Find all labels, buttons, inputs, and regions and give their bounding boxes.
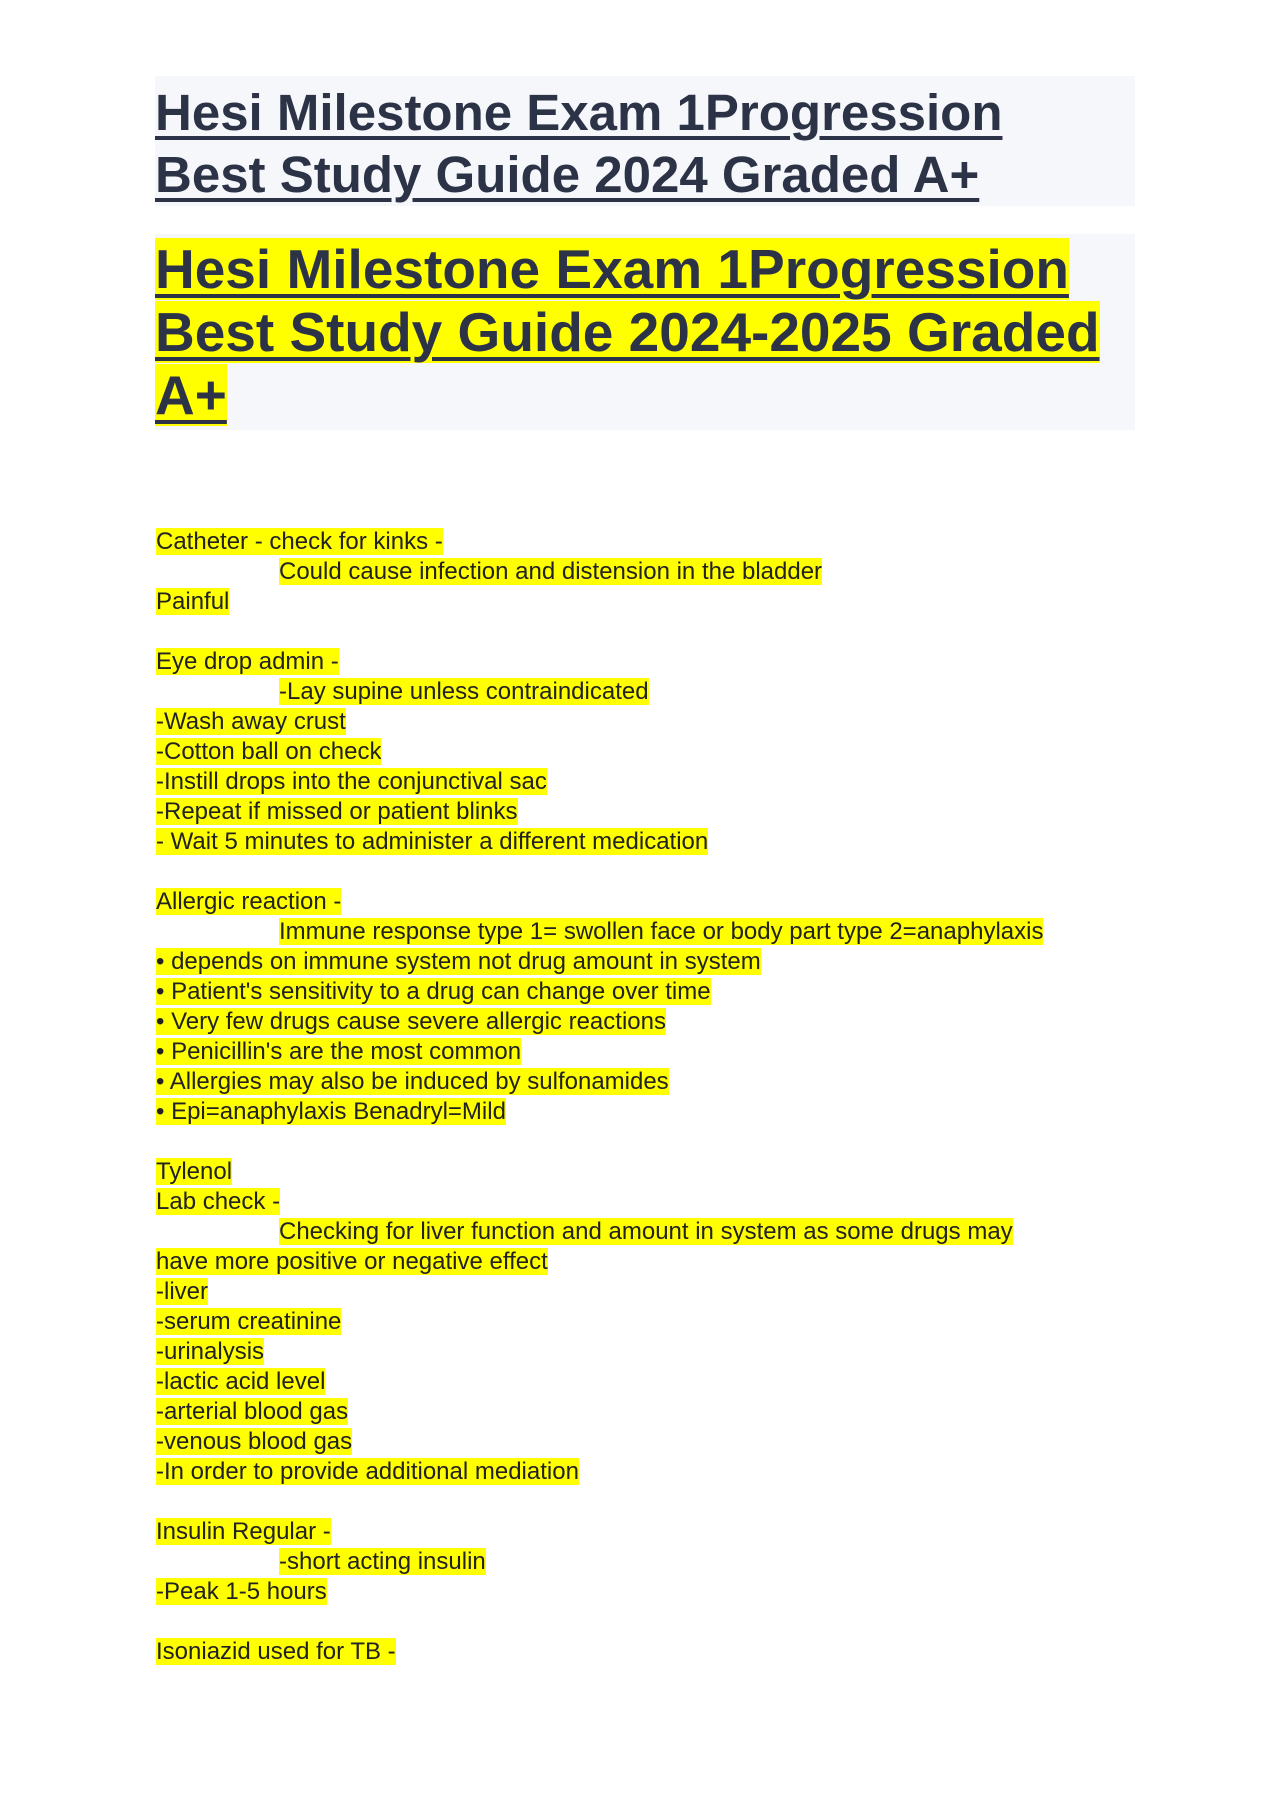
body-line <box>156 707 1156 737</box>
body-line <box>156 1397 1156 1427</box>
body-line-text: -Wash away crust <box>156 708 346 735</box>
body-line-text: - Wait 5 minutes to administer a different medication <box>156 828 709 855</box>
body-line-text: • Epi=anaphylaxis Benadryl=Mild <box>156 1098 506 1125</box>
body-line-text: Allergic reaction - <box>156 888 342 915</box>
document-body <box>156 527 1156 1667</box>
body-line <box>156 1517 1156 1547</box>
body-line <box>156 527 1156 557</box>
document-subtitle-line: Best Study Guide 2024-2025 Graded <box>155 301 1100 363</box>
body-line-text: -urinalysis <box>156 1338 265 1365</box>
body-line <box>156 1247 1156 1277</box>
body-line-text: -venous blood gas <box>156 1428 353 1455</box>
document-subtitle <box>155 238 1135 427</box>
body-line-text: -lactic acid level <box>156 1368 326 1395</box>
body-line <box>156 947 1156 977</box>
body-line-text: -serum creatinine <box>156 1308 342 1335</box>
body-line-text: Lab check - <box>156 1188 281 1215</box>
body-line-text: -In order to provide additional mediation <box>156 1458 579 1485</box>
body-line <box>156 1307 1156 1337</box>
body-line-text: Could cause infection and distension in the bladder <box>279 558 823 585</box>
body-line-text: Isoniazid used for TB - <box>156 1638 396 1665</box>
body-line <box>156 737 1156 767</box>
body-line <box>156 1277 1156 1307</box>
body-line <box>156 1637 1156 1667</box>
body-line <box>156 1007 1156 1037</box>
body-line-text: -short acting insulin <box>279 1548 486 1575</box>
document-title-line: Hesi Milestone Exam 1Progression <box>155 84 1003 141</box>
body-line-text: -Instill drops into the conjunctival sac <box>156 768 547 795</box>
blank-line <box>156 1607 1156 1637</box>
body-line <box>156 767 1156 797</box>
body-line <box>156 677 1156 707</box>
body-line <box>156 557 1156 587</box>
body-line-text: -Cotton ball on check <box>156 738 382 765</box>
body-line <box>156 1067 1156 1097</box>
body-line-text: • Penicillin's are the most common <box>156 1038 522 1065</box>
document-subtitle-block <box>155 234 1135 430</box>
blank-line <box>156 1127 1156 1157</box>
body-line <box>156 917 1156 947</box>
document-subtitle-line: Hesi Milestone Exam 1Progression <box>155 238 1069 300</box>
body-line <box>156 797 1156 827</box>
body-line <box>156 1097 1156 1127</box>
body-line <box>156 647 1156 677</box>
document-title <box>155 82 1135 206</box>
body-line-text: • Allergies may also be induced by sulfonamides <box>156 1068 669 1095</box>
body-line-text: Insulin Regular - <box>156 1518 331 1545</box>
body-line-text: have more positive or negative effect <box>156 1248 548 1275</box>
blank-line <box>156 617 1156 647</box>
document-title-block <box>155 76 1135 206</box>
body-line-text: Eye drop admin - <box>156 648 339 675</box>
body-line <box>156 1337 1156 1367</box>
body-line-text: Catheter - check for kinks - <box>156 528 443 555</box>
body-line-text: Painful <box>156 588 230 615</box>
body-line <box>156 1187 1156 1217</box>
body-line-text: -liver <box>156 1278 208 1305</box>
body-line <box>156 1577 1156 1607</box>
body-line <box>156 887 1156 917</box>
body-line-text: -Lay supine unless contraindicated <box>279 678 649 705</box>
body-line-text: -arterial blood gas <box>156 1398 349 1425</box>
body-line <box>156 1457 1156 1487</box>
body-line <box>156 1367 1156 1397</box>
body-line-text: • Patient's sensitivity to a drug can change over time <box>156 978 711 1005</box>
body-line-text: -Repeat if missed or patient blinks <box>156 798 518 825</box>
body-line-text: Checking for liver function and amount in system as some drugs may <box>279 1218 1013 1245</box>
document-subtitle-line: A+ <box>155 364 227 426</box>
blank-line <box>156 857 1156 887</box>
body-line <box>156 1037 1156 1067</box>
body-line-text: • Very few drugs cause severe allergic reactions <box>156 1008 666 1035</box>
body-line-text: Tylenol <box>156 1158 233 1185</box>
body-line-text: • depends on immune system not drug amount in system <box>156 948 761 975</box>
body-line <box>156 1217 1156 1247</box>
body-line <box>156 827 1156 857</box>
body-line <box>156 587 1156 617</box>
body-line-text: Immune response type 1= swollen face or body part type 2=anaphylaxis <box>279 918 1044 945</box>
blank-line <box>156 1487 1156 1517</box>
body-line-text: -Peak 1-5 hours <box>156 1578 327 1605</box>
body-line <box>156 1427 1156 1457</box>
body-line <box>156 1547 1156 1577</box>
body-line <box>156 977 1156 1007</box>
body-line <box>156 1157 1156 1187</box>
document-title-line: Best Study Guide 2024 Graded A+ <box>155 146 980 203</box>
